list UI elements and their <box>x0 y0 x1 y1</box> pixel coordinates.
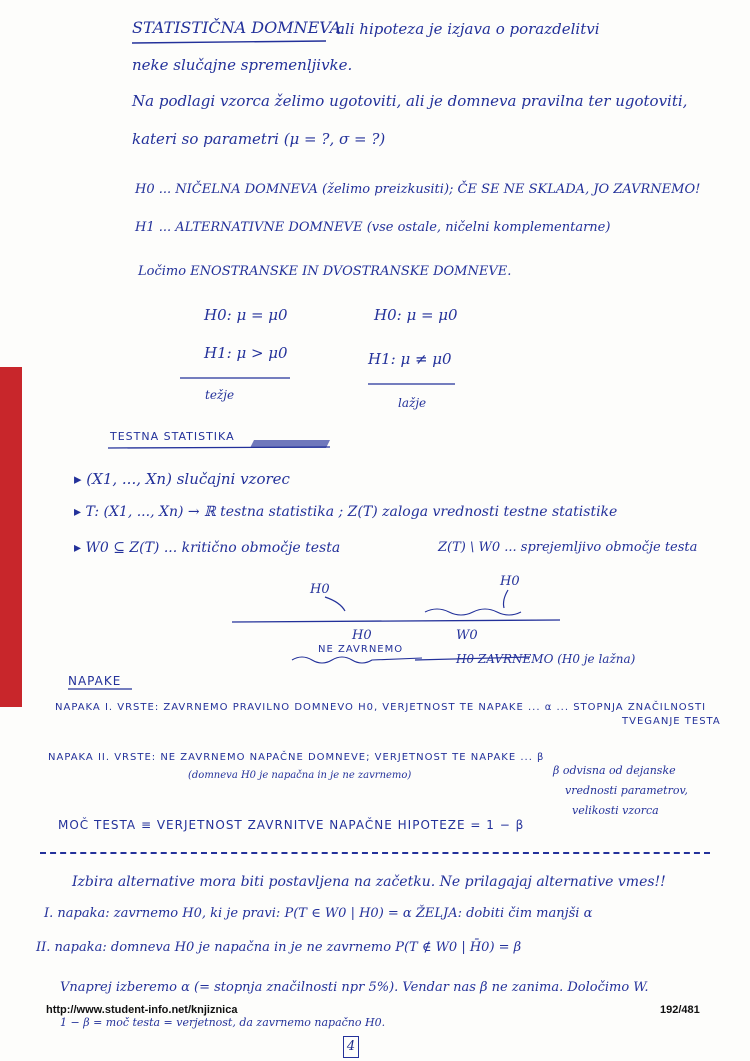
intro-line1: ali hipoteza je izjava o porazdelitvi <box>336 20 600 38</box>
error-type-2e: velikosti vzorca <box>572 804 659 817</box>
bottom-line3: II. napaka: domneva H0 je napačna in je ne zavrnemo P(T ∉ W0 | H̄0) = β <box>36 940 522 955</box>
error-type-2: NAPAKA II. VRSTE: NE ZAVRNEMO NAPAČNE DOMNEVE; VERJETNOST TE NAPAKE ... β <box>48 752 545 763</box>
intro-line3: Na podlagi vzorca želimo ugotoviti, ali je domneva pravilna ter ugotoviti, <box>132 92 688 110</box>
error-type-1: NAPAKA I. VRSTE: ZAVRNEMO PRAVILNO DOMNEVO H0, VERJETNOST TE NAPAKE ... α ... STOPNJA ZNAČILNOSTI <box>55 702 707 713</box>
errors-title: NAPAKE <box>68 674 122 688</box>
two-sided-label: lažje <box>398 396 427 410</box>
diagram-h0-c: H0 <box>352 628 372 643</box>
two-sided-h0: H0: μ = μ0 <box>374 306 458 324</box>
intro-line2: neke slučajne spremenljivke. <box>132 56 353 74</box>
bottom-line2: I. napaka: zavrnemo H0, ki je pravi: P(T ∈ W0 | H0) = α ŽELJA: dobiti čim manjši α <box>44 906 593 921</box>
one-sided-label: težje <box>205 388 235 402</box>
bottom-line4: Vnaprej izberemo α (= stopnja značilnosti npr 5%). Vendar nas β ne zanima. Določimo W. <box>60 980 649 995</box>
footer-url[interactable]: http://www.student-info.net/knjiznica <box>46 1004 238 1016</box>
one-sided-h0: H0: μ = μ0 <box>204 306 288 324</box>
test-item3: ▸ W0 ⊆ Z(T) ... kritično območje testa <box>74 540 341 556</box>
test-item3b: Z(T) \ W0 ... sprejemljivo območje testa <box>438 540 698 555</box>
hypothesis-types: Ločimo ENOSTRANSKE IN DVOSTRANSKE DOMNEVE. <box>138 264 512 279</box>
error-type-1b: TVEGANJE TESTA <box>622 716 721 727</box>
diagram-left-label: NE ZAVRNEMO <box>318 644 404 655</box>
bottom-line1: Izbira alternative mora biti postavljena na začetku. Ne prilagajaj alternative vmes!! <box>72 874 666 890</box>
diagram-h0-a: H0 <box>310 582 330 597</box>
intro-line4: kateri so parametri (μ = ?, σ = ?) <box>132 130 386 148</box>
test-item1: ▸ (X1, ..., Xn) slučajni vzorec <box>74 470 290 488</box>
diagram-h0-b: H0 <box>500 574 520 589</box>
test-power: MOČ TESTA ≡ VERJETNOST ZAVRNITVE NAPAČNE HIPOTEZE = 1 − β <box>58 818 525 832</box>
test-title: TESTNA STATISTIKA <box>110 430 235 443</box>
test-item2: ▸ T: (X1, ..., Xn) → ℝ testna statistika ; Z(T) zaloga vrednosti testne statistike <box>74 504 618 520</box>
intro-title: STATISTIČNA DOMNEVA <box>132 18 342 37</box>
two-sided-h1: H1: μ ≠ μ0 <box>368 350 452 368</box>
footer-page-count: 192/481 <box>660 1004 700 1016</box>
page-number: 4 <box>343 1036 359 1058</box>
hypothesis-h0: H0 ... NIČELNA DOMNEVA (želimo preizkusiti); ČE SE NE SKLADA, JO ZAVRNEMO! <box>135 182 701 197</box>
bottom-line5: 1 − β = moč testa = verjetnost, da zavrnemo napačno H0. <box>60 1016 386 1029</box>
hypothesis-h1: H1 ... ALTERNATIVNE DOMNEVE (vse ostale, ničelni komplementarne) <box>135 220 611 235</box>
error-type-2b: (domneva H0 je napačna in je ne zavrnemo) <box>188 770 412 781</box>
dashed-divider <box>40 852 710 854</box>
diagram-right-label: H0 ZAVRNEMO (H0 je lažna) <box>456 652 636 666</box>
one-sided-h1: H1: μ > μ0 <box>204 344 288 362</box>
diagram-w0: W0 <box>456 628 478 643</box>
error-type-2d: vrednosti parametrov, <box>565 784 688 797</box>
error-type-2c: β odvisna od dejanske <box>553 764 676 777</box>
